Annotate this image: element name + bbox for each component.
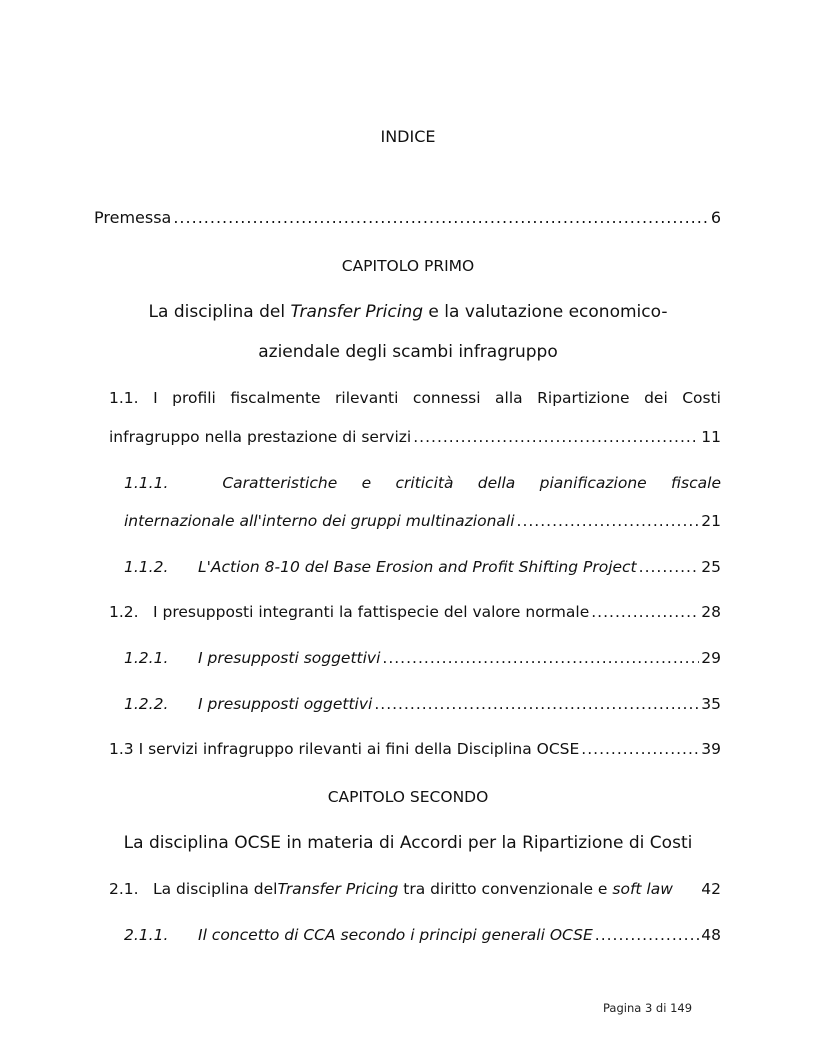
toc-page: 39	[701, 740, 721, 758]
toc-entry-1-1-cont[interactable]	[109, 428, 721, 446]
toc-label: Caratteristiche e criticità della pianificazione fiscale	[222, 474, 721, 492]
toc-page: 6	[710, 208, 721, 227]
toc-entry-1-2-1[interactable]	[124, 649, 721, 667]
toc-number: 1.2.2.	[124, 695, 169, 713]
footer-text: Pagina	[603, 1001, 645, 1015]
toc-label: Il concetto di CCA secondo i principi generali OCSE	[198, 926, 593, 944]
toc-number: 2.1.1.	[124, 926, 169, 944]
chapter-heading: CAPITOLO PRIMO	[341, 257, 475, 275]
toc-leader	[517, 512, 700, 530]
toc-leader	[413, 428, 699, 446]
toc-page: 28	[701, 603, 721, 621]
chapter-title: La disciplina OCSE in materia di Accordi per la Ripartizione di Costi	[123, 833, 693, 853]
toc-label-italic: soft law	[612, 880, 673, 898]
toc-label: I profili fiscalmente rilevanti connessi alla Ripartizione dei Costi	[153, 389, 721, 407]
toc-label: infragruppo nella prestazione di servizi	[109, 428, 412, 446]
toc-leader	[595, 926, 700, 944]
toc-entry-1-3[interactable]	[109, 740, 721, 758]
toc-page: 35	[701, 695, 721, 713]
chapter-title-text: e la valutazione economico-	[423, 302, 668, 322]
toc-leader	[639, 558, 700, 576]
toc-entry-1-1-1-cont[interactable]	[124, 512, 721, 530]
page-footer	[603, 1001, 692, 1015]
toc-leader	[581, 740, 699, 758]
toc-entry-2-1-1[interactable]	[124, 926, 721, 944]
footer-text: di	[652, 1001, 671, 1015]
toc-entry-2-1[interactable]	[109, 880, 721, 898]
page-total: 149	[670, 1001, 693, 1015]
toc-label: I presupposti integranti la fattispecie del valore normale	[153, 603, 590, 621]
toc-entry-1-1-1[interactable]	[124, 474, 721, 492]
toc-label: Premessa	[94, 208, 172, 227]
toc-entry-premessa[interactable]	[94, 208, 721, 227]
toc-entry-1-1[interactable]	[109, 389, 721, 407]
toc-label: I presupposti soggettivi	[198, 649, 381, 667]
toc-label: 1.3 I servizi infragruppo rilevanti ai fini della Disciplina OCSE	[109, 740, 580, 758]
toc-number: 1.1.2.	[124, 558, 169, 576]
toc-leader	[591, 603, 699, 621]
toc-leader	[382, 649, 699, 667]
toc-number: 1.2.1.	[124, 649, 169, 667]
toc-page: 25	[701, 558, 721, 576]
chapter-title-line2: aziendale degli scambi infragruppo	[258, 342, 558, 362]
chapter-title-text: La disciplina del	[148, 302, 291, 322]
toc-page: 11	[701, 428, 721, 446]
toc-leader	[374, 695, 699, 713]
toc-label: tra diritto convenzionale e	[398, 880, 613, 898]
toc-page: 42	[701, 880, 721, 898]
toc-leader	[173, 208, 708, 227]
toc-number: 1.2.	[109, 603, 139, 621]
toc-page: 29	[701, 649, 721, 667]
chapter-heading: CAPITOLO SECONDO	[327, 788, 489, 806]
toc-label: La disciplina del	[153, 880, 278, 898]
toc-label: internazionale all'interno dei gruppi multinazionali	[124, 512, 515, 530]
toc-entry-1-2[interactable]	[109, 603, 721, 621]
toc-number: 1.1.	[109, 389, 139, 407]
page-title: INDICE	[380, 127, 436, 146]
page-number: 3	[644, 1001, 653, 1015]
toc-entry-1-2-2[interactable]	[124, 695, 721, 713]
toc-entry-1-1-2[interactable]	[124, 558, 721, 576]
toc-label: L'Action 8-10 del Base Erosion and Profit Shifting Project	[198, 558, 637, 576]
toc-page: 48	[701, 926, 721, 944]
toc-label-italic: Transfer Pricing	[277, 880, 399, 898]
toc-label: I presupposti oggettivi	[198, 695, 373, 713]
toc-number: 1.1.1.	[124, 474, 169, 492]
chapter-title-italic: Transfer Pricing	[290, 302, 424, 322]
chapter-title	[0, 302, 816, 322]
toc-number: 2.1.	[109, 880, 139, 898]
toc-page: 21	[701, 512, 721, 530]
